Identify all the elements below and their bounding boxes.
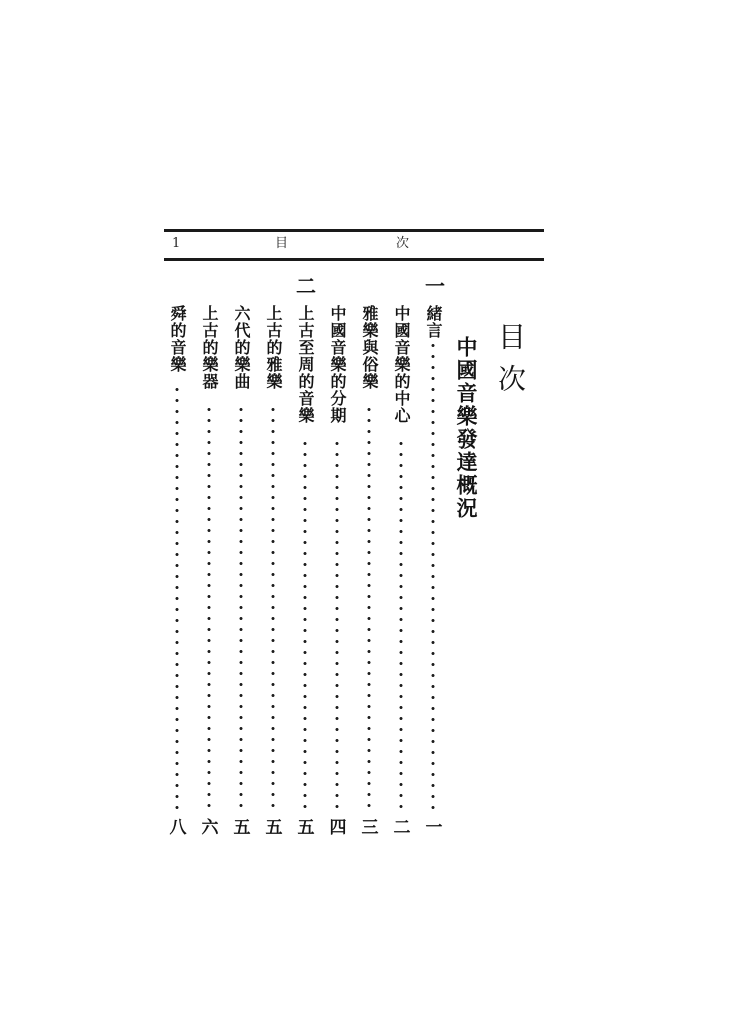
page-title: 目次 <box>494 322 527 406</box>
dot-leader <box>174 384 180 815</box>
dot-leader <box>398 438 404 815</box>
dot-leader <box>430 340 436 815</box>
toc-entry-page: 五 <box>297 818 315 838</box>
page-number: 1 <box>172 236 181 251</box>
toc-entry-title[interactable]: 六代的樂曲 <box>232 305 251 390</box>
dot-leader <box>238 404 244 815</box>
dot-leader <box>206 404 212 815</box>
dot-leader <box>334 438 340 815</box>
toc-entry-title[interactable]: 上古的樂器 <box>200 305 219 390</box>
chapter-number-1: 一 <box>425 274 445 298</box>
toc-entry-page: 四 <box>329 818 347 838</box>
toc-entry-page: 五 <box>265 818 283 838</box>
toc-entry-page: 三 <box>361 818 379 838</box>
running-title-ci: 目 <box>275 236 289 251</box>
dot-leader <box>270 404 276 815</box>
toc-entry-page: 一 <box>425 818 443 838</box>
book-title: 中國音樂發達概況 <box>454 336 479 520</box>
toc-entry-title[interactable]: 舜的音樂 <box>168 305 187 373</box>
toc-entry-title[interactable]: 上古的雅樂 <box>264 305 283 390</box>
running-title-mu: 次 <box>396 236 410 251</box>
toc-entry-title[interactable]: 上古至周的音樂 <box>296 305 315 424</box>
dot-leader <box>302 438 308 815</box>
toc-entry-title[interactable]: 緒言 <box>424 305 443 339</box>
toc-entry-page: 二 <box>393 818 411 838</box>
toc-entry-page: 六 <box>201 818 219 838</box>
toc-entry-title[interactable]: 中國音樂的分期 <box>328 305 347 424</box>
header-top-rule <box>164 229 544 232</box>
chapter-number-2: 二 <box>296 274 316 298</box>
toc-entry-title[interactable]: 中國音樂的中心 <box>392 305 411 424</box>
header-bottom-rule <box>164 258 544 261</box>
toc-entry-page: 五 <box>233 818 251 838</box>
dot-leader <box>366 404 372 815</box>
toc-entry-title[interactable]: 雅樂與俗樂 <box>360 305 379 390</box>
toc-entry-page: 八 <box>169 818 187 838</box>
